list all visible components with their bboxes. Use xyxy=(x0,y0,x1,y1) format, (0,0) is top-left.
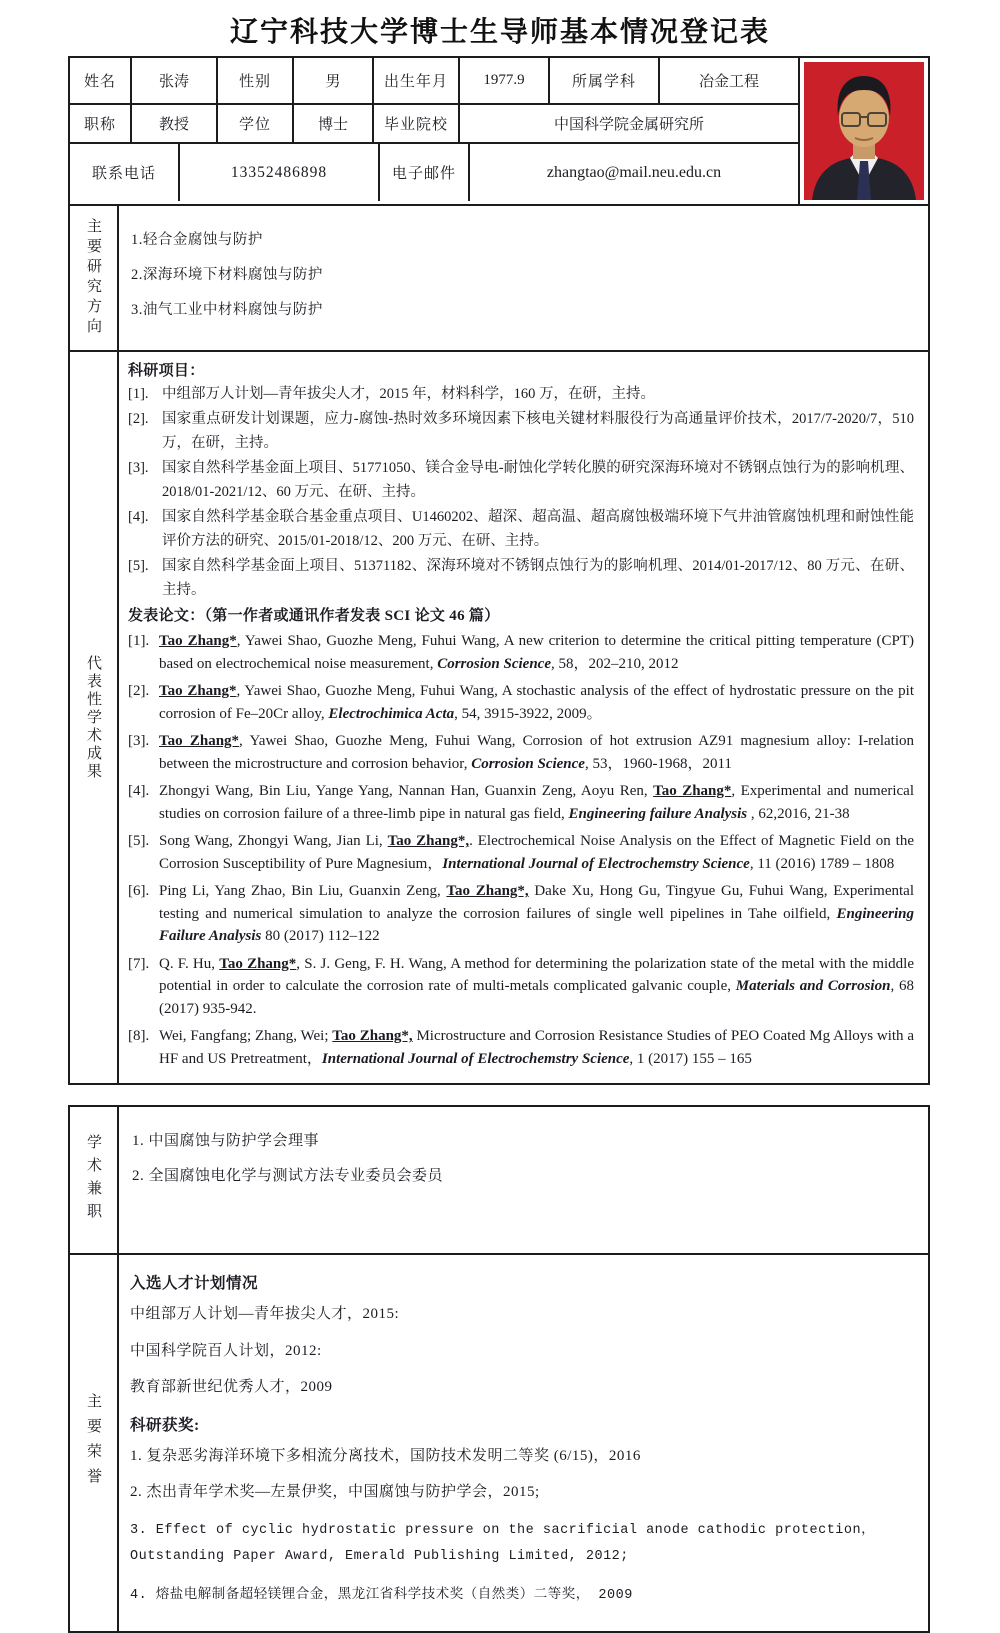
memberships-content xyxy=(119,1107,928,1253)
memberships-side-label xyxy=(70,1107,119,1253)
paper-text xyxy=(159,780,914,825)
awards-heading: 科研获奖: xyxy=(130,1416,200,1434)
paper-text-segment: Corrosion Science xyxy=(437,655,551,672)
birth-value: 1977.9 xyxy=(460,58,550,103)
page-title: 辽宁科技大学博士生导师基本情况登记表 xyxy=(229,17,770,48)
name-value: 张涛 xyxy=(132,58,218,103)
talent-plan-item: 中组部万人计划—青年拔尖人才，2015: xyxy=(130,1306,400,1323)
honors-side-label xyxy=(70,1255,119,1630)
paper-text xyxy=(159,953,914,1021)
research-directions-side-label xyxy=(70,206,119,350)
project-item xyxy=(128,408,914,455)
project-number: [3]. xyxy=(128,460,149,477)
membership-item: 2. 全国腐蚀电化学与测试方法专业委员会委员 xyxy=(132,1168,444,1185)
award-item: 1. 复杂恶劣海洋环境下多相流分离技术，国防技术发明二等奖 (6/15)，2016 xyxy=(130,1447,641,1464)
job-title-value: 教授 xyxy=(132,105,218,142)
name-label: 姓名 xyxy=(70,58,132,103)
paper-text xyxy=(159,680,914,725)
paper-number: [6]. xyxy=(128,883,150,900)
paper-text-segment: Tao Zhang* xyxy=(159,633,237,650)
profile-table xyxy=(70,58,928,206)
paper-text-segment: Electrochimica Acta xyxy=(328,705,455,722)
talent-plans-heading: 入选人才计划情况 xyxy=(130,1275,259,1293)
email-value: zhangtao@mail.neu.edu.cn xyxy=(546,163,722,181)
degree-value: 博士 xyxy=(294,105,374,142)
paper-text-segment: . Electrochemical Noise Analysis on the Effect of Magnetic Field on the Corrosion Susceptibility of Pure Magnesium， xyxy=(159,833,914,872)
portrait-illustration xyxy=(804,62,924,200)
research-direction-item: 2.深海环境下材料腐蚀与防护 xyxy=(131,267,323,283)
paper-text-segment: Dake Xu, Hong Gu, Tingyue Gu, Fuhui Wang, Experimental testing and numerical simulation to analyze the corrosion failures of single well pipelines in Tahe oilfield, xyxy=(159,883,915,922)
paper-text-segment: Q. F. Hu, xyxy=(159,955,220,972)
paper-text xyxy=(159,1025,914,1070)
memberships-side-label-text: 学术兼职 xyxy=(85,1134,101,1227)
phone-label: 联系电话 xyxy=(70,144,180,201)
project-text: 中组部万人计划—青年拔尖人才，2015 年，材料科学，160 万，在研，主持。 xyxy=(162,386,655,402)
paper-item xyxy=(128,680,914,725)
paper-text-segment: , 11 (2016) 1789 – 1808 xyxy=(749,855,895,872)
paper-text-segment: International Journal of Electrochemstry Science xyxy=(442,855,750,872)
project-item xyxy=(128,383,914,406)
talent-plan-item: 教育部新世纪优秀人才，2009 xyxy=(130,1379,333,1396)
talent-plan-item: 中国科学院百人计划，2012: xyxy=(130,1342,322,1359)
project-text: 国家自然科学基金面上项目、51771050、镁合金导电-耐蚀化学转化膜的研究深海环境对不锈钢点蚀行为的影响机理、2018/01-2021/12、60 万元、在研、主持。 xyxy=(162,460,914,500)
paper-text-segment: , 68 (2017) 935-942. xyxy=(159,978,915,1017)
papers-list xyxy=(128,630,914,1070)
achievements-section xyxy=(70,352,928,1083)
birth-label: 出生年月 xyxy=(374,58,460,103)
project-text: 国家自然科学基金面上项目、51371182、深海环境对不锈钢点蚀行为的影响机理、2014/01-2017/12、80 万元、在研、主持。 xyxy=(162,558,914,598)
paper-text-segment: Microstructure and Corrosion Resistance Studies of PEO Coated Mg Alloys with a HF and US Pretreatment， xyxy=(159,1028,914,1067)
paper-text-segment: Engineering failure Analysis xyxy=(568,805,748,822)
paper-text-segment: , 1 (2017) 155 – 165 xyxy=(629,1050,752,1067)
degree-label: 学位 xyxy=(218,105,294,142)
school-value: 中国科学院金属研究所 xyxy=(553,117,704,133)
paper-text-segment: Zhongyi Wang, Bin Liu, Yange Yang, Nannan Han, Guanxin Zeng, Aoyu Ren, xyxy=(159,783,654,800)
achievements-content xyxy=(119,352,928,1083)
paper-item xyxy=(128,730,914,775)
gender-value: 男 xyxy=(294,58,374,103)
awards-list xyxy=(128,1445,914,1609)
papers-heading: 发表论文：（第一作者或通讯作者发表 SCI 论文 46 篇） xyxy=(128,608,500,625)
talent-plans-list xyxy=(128,1303,914,1399)
paper-item xyxy=(128,953,914,1021)
paper-text-segment: Engineering Failure Analysis xyxy=(159,905,914,945)
paper-number: [2]. xyxy=(128,683,150,700)
school-label: 毕业院校 xyxy=(374,105,460,142)
paper-item xyxy=(128,780,914,825)
paper-text-segment: Corrosion Science xyxy=(471,755,585,772)
profile-row-1 xyxy=(70,58,798,105)
paper-number: [5]. xyxy=(128,833,150,850)
paper-text-segment: Tao Zhang*, xyxy=(387,833,470,850)
phone-value: 13352486898 xyxy=(180,144,380,201)
project-number: [1]. xyxy=(128,386,149,402)
project-text: 国家自然科学基金联合基金重点项目、U1460202、超深、超高温、超高腐蚀极端环境下气井油管腐蚀机理和耐蚀性能评价方法的研究、2015/01-2018/12、200 万元、在研、主持。 xyxy=(162,509,914,549)
secondary-table xyxy=(68,1105,930,1632)
project-text: 国家重点研发计划课题，应力-腐蚀-热时效多环境因素下核电关键材料服役行为高通量评价技术，2017/7-2020/7，510 万，在研，主持。 xyxy=(162,411,914,451)
paper-item xyxy=(128,880,914,948)
projects-list xyxy=(128,383,914,602)
award-item: 3. Effect of cyclic hydrostatic pressure on the sacrificial anode cathodic protection，Outstanding Paper Award, Emerald Publishing Limited, 2012; xyxy=(130,1522,876,1564)
paper-item xyxy=(128,1025,914,1070)
paper-text-segment: , Yawei Shao, Guozhe Meng, Fuhui Wang, A new criterion to determine the critical pitting temperature (CPT) based on electrochemical noise measurement, xyxy=(159,633,914,672)
paper-text-segment: 80 (2017) 112–122 xyxy=(261,928,380,945)
paper-text-segment: , Yawei Shao, Guozhe Meng, Fuhui Wang, A stochastic analysis of the effect of hydrostatic pressure on the pit corrosion of Fe–20Cr alloy, xyxy=(159,683,914,722)
paper-text-segment: , 58，202–210, 2012 xyxy=(550,655,679,672)
profile-row-3 xyxy=(70,144,798,201)
paper-text-segment: Wei, Fangfang; Zhang, Wei; xyxy=(159,1028,333,1045)
paper-text-segment: Tao Zhang* xyxy=(159,733,240,750)
award-item: 4. 熔盐电解制备超轻镁锂合金，黑龙江省科学技术奖（自然类）二等奖， 2009 xyxy=(130,1588,633,1604)
honors-content xyxy=(119,1255,928,1630)
projects-heading: 科研项目： xyxy=(128,363,205,379)
paper-text-segment: Tao Zhang* xyxy=(159,683,237,700)
project-number: [5]. xyxy=(128,558,149,575)
paper-item xyxy=(128,830,914,875)
paper-text xyxy=(159,730,914,775)
achievements-side-label xyxy=(70,352,119,1083)
paper-number: [1]. xyxy=(128,633,150,650)
paper-text xyxy=(159,630,914,675)
paper-text-segment: Tao Zhang*, xyxy=(332,1028,413,1045)
job-title-label: 职称 xyxy=(70,105,132,142)
research-directions-content xyxy=(119,206,928,350)
award-item: 2. 杰出青年学术奖—左景伊奖，中国腐蚀与防护学会，2015; xyxy=(130,1484,540,1501)
paper-item xyxy=(128,630,914,675)
project-number: [4]. xyxy=(128,509,149,526)
research-directions-side-label-text: 主要研究方向 xyxy=(85,218,101,338)
paper-text-segment: Tao Zhang* xyxy=(219,955,297,972)
achievements-side-label-text: 代表性学术成果 xyxy=(85,654,101,781)
honors-section xyxy=(70,1255,928,1630)
discipline-value: 冶金工程 xyxy=(698,74,759,90)
paper-text-segment: Tao Zhang* xyxy=(653,783,732,800)
portrait-photo xyxy=(800,58,928,204)
project-item xyxy=(128,555,914,602)
paper-text-segment: , Experimental and numerical studies on corrosion failure of a three-limb pipe in natural gas field, xyxy=(159,783,914,822)
memberships-section xyxy=(70,1107,928,1255)
paper-text-segment: Tao Zhang*, xyxy=(446,883,529,900)
paper-text-segment: , Yawei Shao, Guozhe Meng, Fuhui Wang, Corrosion of hot extrusion AZ91 magnesium alloy: I-relation between the microstructure and corrosion behavior, xyxy=(159,733,914,772)
paper-number: [8]. xyxy=(128,1028,150,1045)
membership-item: 1. 中国腐蚀与防护学会理事 xyxy=(132,1133,320,1150)
paper-text-segment: , S. J. Geng, F. H. Wang, A method for determining the polarization state of the metal with the middle potential in order to calculate the corrosion rate of multi-metals complicated galvanic couple, xyxy=(159,955,915,995)
research-direction-item: 1.轻合金腐蚀与防护 xyxy=(131,232,263,248)
paper-text xyxy=(159,830,914,875)
project-number: [2]. xyxy=(128,411,149,428)
paper-number: [4]. xyxy=(128,783,150,800)
main-table xyxy=(68,56,930,1085)
paper-text-segment: Song Wang, Zhongyi Wang, Jian Li, xyxy=(159,833,388,850)
profile-fields xyxy=(70,58,800,204)
paper-text-segment: , 53，1960-1968，2011 xyxy=(584,755,732,772)
gender-label: 性别 xyxy=(218,58,294,103)
research-directions-section xyxy=(70,206,928,352)
paper-text-segment: Ping Li, Yang Zhao, Bin Liu, Guanxin Zeng, xyxy=(159,883,447,900)
paper-text xyxy=(159,880,914,948)
email-label: 电子邮件 xyxy=(380,144,470,201)
paper-number: [7]. xyxy=(128,955,150,972)
paper-text-segment: Materials and Corrosion xyxy=(735,978,891,995)
project-item xyxy=(128,506,914,553)
paper-text-segment: , 62,2016, 21-38 xyxy=(747,805,850,822)
discipline-label: 所属学科 xyxy=(550,58,660,103)
paper-text-segment: International Journal of Electrochemstry Science xyxy=(321,1050,630,1067)
research-direction-item: 3.油气工业中材料腐蚀与防护 xyxy=(131,302,323,318)
paper-number: [3]. xyxy=(128,733,150,750)
honors-side-label-text: 主要荣誉 xyxy=(85,1393,101,1494)
project-item xyxy=(128,457,914,504)
profile-row-2 xyxy=(70,105,798,144)
paper-text-segment: , 54, 3915-3922, 2009。 xyxy=(454,705,602,722)
